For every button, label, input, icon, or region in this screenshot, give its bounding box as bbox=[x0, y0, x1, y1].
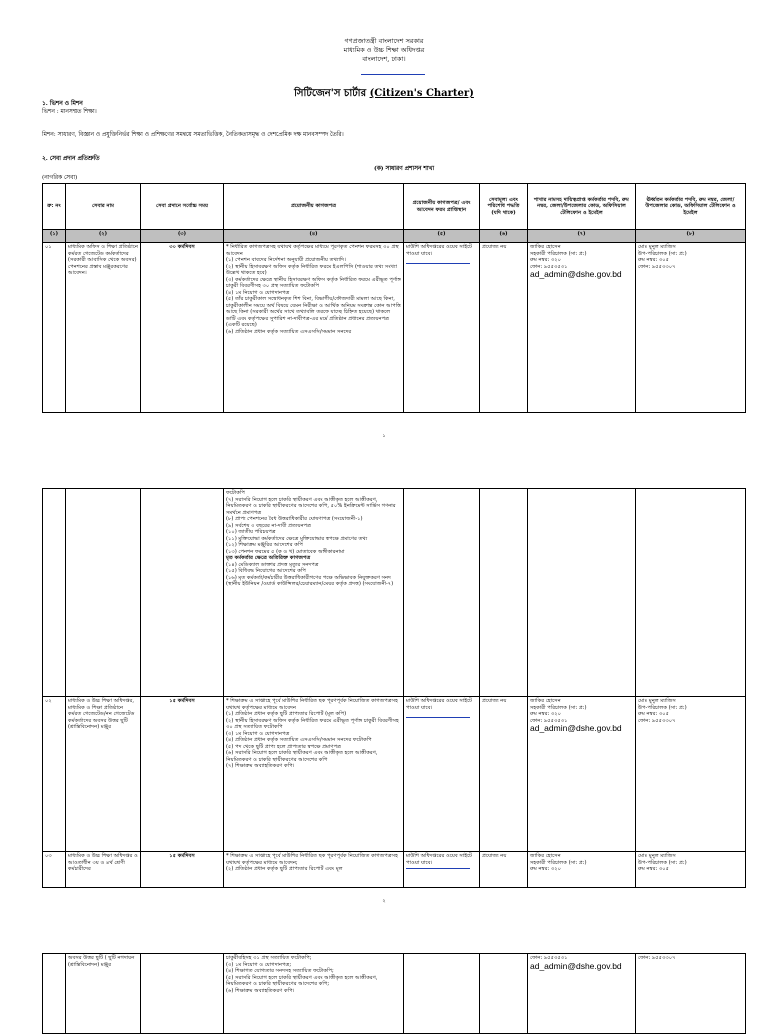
doc-item: (৭) সরাসরি নিয়োগ হলে চাকরি স্থায়ীকরণ এবং আত্তীকৃত হলে আত্তীকরণ, নিয়মিতকরণ ও চাকরি স্থায়ীকরণের আদেশের কপি, ৫০% ইনক্রিমেন্ট সার্ভিস গণনার সমর্থনে প্রমাণপত্র bbox=[226, 496, 396, 516]
col-num-4: (৪) bbox=[224, 230, 404, 243]
charter-table-page2 bbox=[42, 488, 746, 888]
page-number-1: ১ bbox=[382, 433, 386, 439]
doc-item: (৪) শিক্ষাগত যোগ্যতার সনদসহ সত্যায়িত ফটোকপি; bbox=[226, 968, 334, 974]
row-service-name: মাধ্যমিক অফিস ও শিক্ষা প্রতিষ্ঠানে কর্মরত গেজেটেড কর্মকর্তাদের (সরকারী আবাসিক থেকে অবসর) পেনশনের প্রস্তাব মঞ্জুরকরণের আবেদন। bbox=[66, 243, 141, 413]
doc-item: (১৩) পেনশন ফরমের ৫ (ক ও খ) মোতাবেক অঙ্গীকারনামা bbox=[226, 548, 345, 555]
officer-title: সহকারী পরিচালক (সা: প্র:) bbox=[530, 250, 587, 257]
header-link-underline bbox=[361, 74, 425, 75]
source-text: মাউশি অধিদপ্তরের ওয়েব সাইটে পাওয়া যাবে। bbox=[406, 698, 472, 711]
row-source bbox=[404, 852, 480, 888]
officer-name: জাকির হোসেন bbox=[530, 853, 561, 859]
superior-title: উপ-পরিচালক (সা: প্র:) bbox=[638, 704, 687, 711]
row-docs bbox=[224, 697, 404, 852]
doc-item: (২) স্থানীয় হিসাবরক্ষণ অফিস কর্তৃক নির্ধারিত ফরমে ইএলপিসি (শাওয়ার তথ্য সংখ্যা উল্লেখ থাকতে হবে) bbox=[226, 263, 397, 276]
doc-item: (১২) শিক্ষাক্রম মঞ্জুরির আদেশের কপি bbox=[226, 542, 303, 548]
th-officer: শাখার নামসহ দায়িত্বপ্রাপ্ত কর্মকর্তার পদবি, রুম নম্বর, জেলা/উপজেলার কোড, অফিসিয়াল টেলিফোন ও ইমেইল bbox=[528, 184, 636, 230]
row-officer bbox=[528, 243, 636, 413]
row-time: ১৫ কর্মদিবস bbox=[141, 852, 224, 888]
th-docs-source: প্রয়োজনীয় কাগজপত্র/ এবং আবেদন ফরম প্রাপ্তিস্থান bbox=[404, 184, 480, 230]
doc-item: (৭) শিক্ষাক্রম অব্যাহতিকরণ কপি। bbox=[226, 763, 295, 769]
website-link[interactable] bbox=[406, 868, 470, 869]
charter-table-page1 bbox=[42, 183, 746, 413]
doc-item: (৬) প্রতিষ্ঠান প্রধান কর্তৃক সত্যায়িত এসএসসি/সমমান সনদের bbox=[226, 328, 352, 335]
doc-item: * নির্ধারিত কাগজপত্রসহ যথাযথ কর্তৃপক্ষের মাধ্যমে পূরণকৃত পেনশন ফরমসহ ৩০ প্রস্থ আবেদন bbox=[226, 244, 399, 257]
superior-name: মোঃ মুনুল ম্যাজিস bbox=[638, 244, 676, 250]
row-serial: ০১ bbox=[43, 243, 66, 413]
th-fee: সেবামূল্য এবং পরিশোধ পদ্ধতি (যদি থাকে) bbox=[480, 184, 528, 230]
col-num-7: (৭) bbox=[528, 230, 636, 243]
title-en: (Citizen's Charter) bbox=[369, 88, 474, 99]
officer-room: রুম নম্বর: ৩২০ bbox=[530, 711, 562, 717]
superior-phone: ফোন: ৯৫৫৩৩০৭ bbox=[638, 717, 676, 724]
mission-text: মিশন: সাধারণ, বিজ্ঞান ও প্রযুক্তিনির্ভর শিক্ষা ও প্রশিক্ষণের সমন্বয়ে সমতাভিত্তিক, নৈতিকতাসমৃদ্ধ ও দেশপ্রেমিক দক্ষ মানবসম্পদ তৈরি। bbox=[42, 132, 344, 138]
row-superior bbox=[636, 243, 746, 413]
doc-item: (৫) সরাসরি নিয়োগ হলে চাকরি স্থায়ীকরণ এবং আত্তীকৃত হলে আত্তীকরণ, নিয়মিতকরণ ও চাকরি স্থায়ীকরণের আদেশের কপি; bbox=[226, 974, 378, 987]
row-superior bbox=[636, 852, 746, 888]
doc-item: (২) স্থানীয় হিসাবরক্ষণ অফিস কর্তৃক নির্ধারিত ফরমে এরীভূত পূর্ণাঙ্গ চাকুরী বিবরণীসহ ৩০ প্রস্থ সত্যায়িত ফটোকপি bbox=[226, 717, 399, 730]
doc-item: (৫) তাঁর চাকুরীকাল সম্বোধনকৃত শিশ বিনা, বিভাগীয়/ফৌজদারী মামলা আছে কিনা, চাকুরীকালীন সময়ে অর্থ বিষয়ে যেমন নিরীক্ষা ও আর্থিক অনিয়ম সংক্রান্ত কোন আপত্তি আছে কিনা (সরকারী অর্থের সাথে তথ্যাবলি তরফে যাচ্ছে চিহ্নিত হয়েছে) থাকলে ডাটি এবং কর্তৃপক্ষের সুপারিশ না-দাবীপত্র-এর মর্মে প্রতিষ্ঠান প্রধানের প্রত্যয়নপত্র (একটি রয়েছে) bbox=[226, 296, 401, 328]
th-required-docs: প্রয়োজনীয় কাগজপত্র bbox=[224, 184, 404, 230]
doc-item: (১৫) বিধিবদ্ধ নিয়োগের আদেশের কপি bbox=[226, 568, 306, 574]
superior-room: রুম নম্বর: ৩০৫ bbox=[638, 257, 670, 263]
doc-item: ফটোকপি bbox=[226, 490, 245, 496]
doc-item: (১) পেনশন বাবদের নির্দেশনা অনুযায়ী প্রয়োজনীয় তথ্যাদি। bbox=[226, 257, 346, 263]
superior-name: মোঃ মুনুল ম্যাজিস bbox=[638, 698, 676, 704]
table-row bbox=[43, 489, 746, 697]
section2-sub: (নাগরিক সেবা) bbox=[42, 175, 78, 181]
officer-name: জাকির হোসেন bbox=[530, 698, 561, 704]
row-fee: প্রযোজ্য নয় bbox=[480, 243, 528, 413]
doc-item: (৮) প্রাপ্য পেনশনের বৈধ উত্তরাধিকারীর ঘোষণাপত্র (সংযোজনী-১) bbox=[226, 516, 363, 522]
officer-title: সহকারী পরিচালক (সা: প্র:) bbox=[530, 704, 587, 711]
doc-item: (৬) সরাসরি নিয়োগ হলে চাকরি স্থায়ীকরণ এবং আত্তীকৃত হলে আত্তীকরণ, নিয়মিতকরণ ও চাকরি স্থায়ীকরণের আদেশের কপি bbox=[226, 750, 378, 763]
th-superior: ঊর্ধ্বতন কর্মকর্তার পদবি, রুম নম্বর, জেলা/উপজেলার কোড, অফিসিয়াল টেলিফোন ও ইমেইল bbox=[636, 184, 746, 230]
superior-room: রুম নম্বর: ৩০৫ bbox=[638, 866, 670, 872]
row-docs-continued bbox=[224, 489, 404, 697]
doc-item: (৩) ১ম নিয়োগ ও যোগদানপত্র bbox=[226, 730, 290, 737]
doc-item: (৩) ১ম নিয়োগ ও যোগদানপত্র; bbox=[226, 961, 292, 968]
row-time: ৩০ কর্মদিবস bbox=[141, 243, 224, 413]
officer-email-link[interactable]: ad_admin@dshe.gov.bd bbox=[530, 723, 622, 733]
officer-phone: ফোন: ৯৫৫৩৫৩১ bbox=[530, 955, 568, 961]
row-docs-continued bbox=[224, 954, 404, 1034]
doc-item: চাকুরীবহিসহ ৩১ প্রস্থ সত্যায়িত ফটোকপি; bbox=[226, 955, 312, 961]
row-source bbox=[404, 697, 480, 852]
source-text: মাউশি অধিদপ্তরের ওয়েব সাইটে পাওয়া যাবে। bbox=[406, 244, 472, 257]
th-max-time: সেবা প্রদানে সর্বোচ্চ সময় bbox=[141, 184, 224, 230]
doc-item: (১) প্রতিষ্ঠান প্রধান কর্তৃক ছুটি প্রাপ্যতার রিপোর্ট (মূল কপি) bbox=[226, 711, 347, 717]
row-fee: প্রযোজ্য নয় bbox=[480, 852, 528, 888]
officer-name: জাকির হোসেন bbox=[530, 244, 561, 250]
superior-name: মোঃ মুনুল ম্যাজিস bbox=[638, 853, 676, 859]
doc-item: (২) প্রতিষ্ঠান প্রধান কর্তৃক ছুটি প্রাপ্যতার রিপোর্ট এবং মূল bbox=[226, 866, 343, 872]
col-num-8: (৮) bbox=[636, 230, 746, 243]
doc-item: (৩) কর্মকর্তাদের ক্ষেত্রে স্থানীয় হিসাবরক্ষণ অফিস কর্তৃক নির্ধারিত ফরমে এরীভূত পূর্ণাঙ্গ চাকুরী বিবরণীসহ ৩০ প্রস্থ সত্যায়িত ফটোকপি bbox=[226, 276, 401, 289]
superior-title: উপ-পরিচালক (সা: প্র:) bbox=[638, 859, 687, 866]
officer-phone: ফোন: ৯৫৫৩৫৩১ bbox=[530, 263, 568, 270]
doc-item: (১০) জাতীয় পরিচয়পত্র bbox=[226, 529, 276, 535]
superior-phone: ফোন: ৯৫৫৩৩০৭ bbox=[638, 955, 676, 961]
page-title bbox=[0, 86, 768, 103]
row-time: ১৫ কর্মদিবস bbox=[141, 697, 224, 852]
table-row bbox=[43, 697, 746, 852]
doc-item: (৬) শিক্ষাক্রম অব্যাহতিকরণ কপি। bbox=[226, 987, 295, 994]
vision-text: ভিশন : মানসম্মত শিক্ষা। bbox=[42, 109, 97, 115]
officer-email-link[interactable]: ad_admin@dshe.gov.bd bbox=[530, 269, 622, 279]
col-num-6: (৬) bbox=[480, 230, 528, 243]
th-service-name: সেবার নাম bbox=[66, 184, 141, 230]
doc-item: (৪) ১ম নিয়োগ ও যোগদানপত্র bbox=[226, 289, 290, 296]
superior-phone: ফোন: ৯৫৫৩৩০৭ bbox=[638, 263, 676, 270]
section1-heading: ১. ভিশন ও মিশন bbox=[42, 101, 83, 107]
row-superior-continued bbox=[636, 954, 746, 1034]
title-bn: সিটিজেন'স চার্টার bbox=[294, 88, 367, 99]
row-officer bbox=[528, 852, 636, 888]
section2-heading: ২. সেবা প্রদান প্রতিশ্রুতি bbox=[42, 156, 100, 162]
table-row bbox=[43, 852, 746, 888]
officer-title: সহকারী পরিচালক (সা: প্র:) bbox=[530, 859, 587, 866]
row-docs bbox=[224, 243, 404, 413]
superior-room: রুম নম্বর: ৩০৫ bbox=[638, 711, 670, 717]
row-fee: প্রযোজ্য নয় bbox=[480, 697, 528, 852]
charter-table-page3 bbox=[42, 953, 746, 1034]
col-num-1: (১) bbox=[43, 230, 66, 243]
col-num-3: (৩) bbox=[141, 230, 224, 243]
row-service-name: মাধ্যমিক ও উচ্চ শিক্ষা অধিদপ্তর ও আওতাধীন ৩য় ও ৪র্থ শ্রেণী কর্মচারীদের bbox=[66, 852, 141, 888]
superior-title: উপ-পরিচালক (সা: প্র:) bbox=[638, 250, 687, 257]
officer-room: রুম নম্বর: ৩২০ bbox=[530, 257, 562, 263]
doc-item: * শিক্ষাক্রম এ সাপ্তাহে পূর্বে মাউশির নির্ধারিত ছক পূরণপূর্বক নিয়োজিত কাগজপত্রসহ যথাযথ কর্তৃপক্ষের মাধ্যমে আবেদন; bbox=[226, 853, 398, 866]
row-officer-continued bbox=[528, 954, 636, 1034]
table-row bbox=[43, 243, 746, 413]
source-text: মাউশি অধিদপ্তরের ওয়েব সাইটে পাওয়া যাবে। bbox=[406, 853, 472, 866]
page-number-2: ২ bbox=[382, 898, 386, 904]
col-num-2: (২) bbox=[66, 230, 141, 243]
col-num-5: (৫) bbox=[404, 230, 480, 243]
website-link[interactable] bbox=[406, 717, 470, 718]
doc-item: (৪) প্রতিষ্ঠান প্রধান কর্তৃক সত্যায়িত এসএসসি/সমমান সনদের ফটোকপি bbox=[226, 737, 372, 743]
row-serial: ০৩ bbox=[43, 852, 66, 888]
directorate-name: মাধ্যমিক ও উচ্চ শিক্ষা অধিদপ্তর bbox=[343, 46, 425, 54]
doc-item: (১১) মুক্তিযোদ্ধা কর্মকর্তাদের ক্ষেত্রে মুক্তিযোদ্ধার স্বপক্ষে প্রমাণের তথ্য bbox=[226, 535, 368, 542]
website-link[interactable] bbox=[406, 263, 470, 264]
doc-item: (১৬) মৃত কর্মকর্তা/কর্মচারীর উত্তরাধিকারীগণের পক্ষে অভিভাবক নিযুক্তকরণ সনদ (স্থানীয় ইউনিয়ন /ওয়ার্ড কাউন্সিলর/চেয়ারম্যান/মেয়র কর্তৃক প্রদত্ত) (সংযোজনী-৭) bbox=[226, 574, 394, 587]
officer-room: রুম নম্বর: ৩২০ bbox=[530, 866, 562, 872]
doc-item: (১৪) মেডিক্যাল ডাক্তার প্রদত্ত মৃত্যুর সনদপত্র bbox=[226, 561, 319, 568]
directorate-location: বাংলাদেশ, ঢাকা। bbox=[362, 55, 406, 63]
row-source bbox=[404, 243, 480, 413]
table-row bbox=[43, 954, 746, 1034]
th-serial: ক্র: নং bbox=[43, 184, 66, 230]
doc-item: * শিক্ষাক্রম এ সাপ্তাহে পূর্বে মাউশির নির্ধারিত ছক পূরণপূর্বক নিয়োজিত কাগজপত্রসহ যথাযথ কর্তৃপক্ষের মাধ্যমে আবেদন bbox=[226, 698, 398, 711]
doc-item: (৯) সর্বশেষ ৩ বছরের না-দাবী প্রত্যয়নপত্র bbox=[226, 522, 311, 529]
row-officer bbox=[528, 697, 636, 852]
row-docs bbox=[224, 852, 404, 888]
officer-phone: ফোন: ৯৫৫৩৫৩১ bbox=[530, 717, 568, 724]
row-service-name-continued: অবসর উত্তর ছুটি ( ছুটি নগদায়ন (শ্রান্তিবিনোদন) মঞ্জুর bbox=[66, 954, 141, 1034]
govt-name: গণপ্রজাতন্ত্রী বাংলাদেশ সরকার bbox=[344, 37, 424, 45]
doc-subheading: মৃত কর্মকর্তার ক্ষেত্রে অতিরিক্ত কাগজপত্র bbox=[226, 555, 311, 561]
branch-title: (ক) সাধারণ প্রশাসন শাখা bbox=[373, 166, 435, 172]
officer-email-link[interactable]: ad_admin@dshe.gov.bd bbox=[530, 960, 622, 971]
doc-item: (৫) পদ থেকে ছুটি প্রাপ্য হলে প্রাপ্যতার স্বপক্ষে প্রমাণপত্র bbox=[226, 743, 341, 750]
row-serial: ০২ bbox=[43, 697, 66, 852]
row-service-name: মাধ্যমিক ও উচ্চ শিক্ষা অধিদপ্তর, মাধ্যমিক ও শিক্ষা প্রতিষ্ঠানে কর্মরত গেজেটেড/নন গেজেটেড কর্মকর্তাদের অবসর উত্তর ছুটি (শ্রান্তিবিনোদন) মঞ্জুর bbox=[66, 697, 141, 852]
row-superior bbox=[636, 697, 746, 852]
